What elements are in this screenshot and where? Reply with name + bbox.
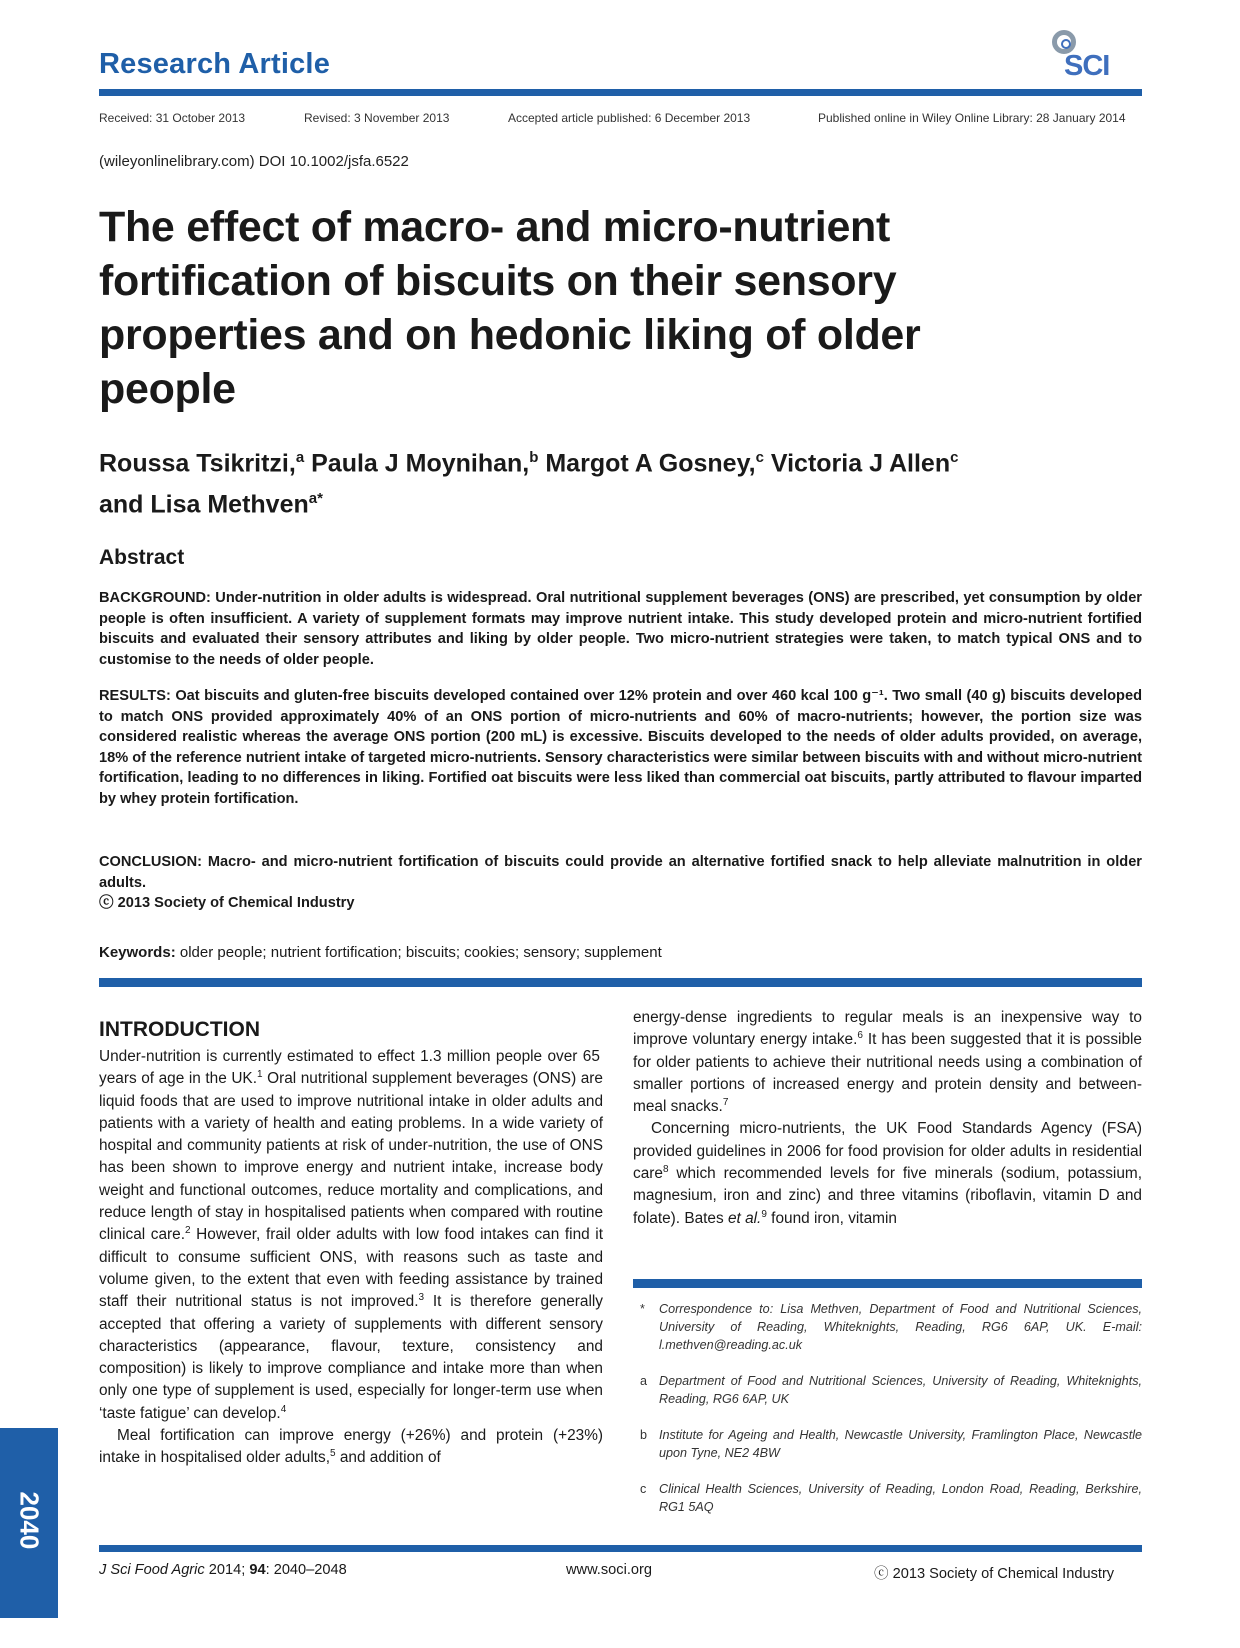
abstract-background: BACKGROUND: Under-nutrition in older adults is widespread. Oral nutritional supplement beverages (ONS) are prescribed, yet consumption by older people is often insufficient. A variety of supplement formats may improve nutrient intake. This study developed protein and micro-nutrient fortified biscuits and evaluated their sensory attributes and liking by older people. Two micro-nutrient strategies were taken, to match typical ONS and to customise to the needs of older people. [99, 590, 1142, 668]
author-name: and Lisa Methven [99, 490, 309, 519]
body-text: Oral nutritional supplement beverages (ONS) are liquid foods that are used to improve nutritional intake in older adults and patients with a variety of health and eating problems. In a wide variety of hospital and community patients at risk of under-nutrition, the use of ONS has been shown to improve energy and nutrient intake, increase body weight and functional outcomes, reduce mortality and complications, and reduce length of stay in hospitalised patients when compared with routine clinical care. [99, 1070, 603, 1244]
abstract-results: RESULTS: Oat biscuits and gluten-free biscuits developed contained over 12% protein and over 460 kcal 100 g⁻¹. Two small (40 g) biscuits developed to match ONS provided approximately 40% of an ONS portion of micro-nutrients and 60% of macro-nutrients; however, the portion size was considered realistic whereas the average ONS portion (200 mL) is excessive. Biscuits developed to the needs of older adults provided, on average, 18% of the reference nutrient intake of targeted micro-nutrients. Sensory characteristics were similar between biscuits with and without micro-nutrient fortification, leading to no differences in liking. Fortified oat biscuits were less liked than commercial oat biscuits, partly attributed to flavour imparted by whey protein fortification. [99, 688, 1142, 807]
footnote-marker: b [640, 1428, 648, 1442]
author-name: Victoria J Allen [770, 449, 951, 478]
body-text: However, frail older adults with low food intakes can find it difficult to consume sufficient ONS, with reasons such as taste and volume given, to the extent that even with feeding assistance by trained staff their nutritional status is not improved. [99, 1226, 603, 1311]
author-affiliation: c [950, 449, 959, 466]
keywords-line [99, 944, 662, 961]
footnote-affiliation-b [640, 1426, 1142, 1462]
header-rule [99, 89, 1142, 96]
keywords-label: Keywords: [99, 944, 176, 961]
revised-date: Revised: 3 November 2013 [304, 111, 450, 125]
footnote-marker: a [640, 1374, 648, 1388]
footnote-text: Correspondence to: Lisa Methven, Department of Food and Nutritional Sciences, University of Reading, Whiteknights, Reading, RG6 6AP, UK. E-mail: l.methven@reading.ac.uk [659, 1302, 1142, 1352]
footer-volume: 94 [249, 1562, 266, 1578]
footnote-affiliation-c [640, 1480, 1142, 1516]
accepted-date: Accepted article published: 6 December 2013 [508, 111, 751, 125]
reference-marker[interactable]: 2 [185, 1225, 191, 1237]
footnote-text: Clinical Health Sciences, University of Reading, London Road, Reading, Berkshire, RG1 5AQ [659, 1482, 1142, 1514]
reference-marker[interactable]: 7 [722, 1097, 729, 1109]
body-text: found iron, vitamin [766, 1209, 897, 1227]
body-paragraph [633, 1118, 1142, 1229]
author-affiliation: a [295, 449, 305, 466]
page-number: 2040 [14, 1491, 45, 1550]
author-name: Margot A Gosney, [545, 449, 756, 478]
page-number-tab [0, 1428, 58, 1618]
footnote-rule [633, 1279, 1142, 1288]
received-date: Received: 31 October 2013 [99, 111, 246, 125]
body-text: which recommended levels for five minerals (sodium, potassium, magnesium, iron and zinc) and three vitamins (riboflavin, vitamin D and folate). Bates [633, 1165, 1142, 1227]
body-paragraph [99, 1425, 603, 1470]
footnote-text: Department of Food and Nutritional Sciences, University of Reading, Whiteknights, Reading, RG6 6AP, UK [659, 1374, 1142, 1406]
body-text: Under-nutrition is currently estimated to effect 1.3 million people over 65 years of age in the UK. [99, 1048, 603, 1088]
abstract-conclusion-block [99, 852, 1142, 914]
body-text: energy-dense ingredients to regular meals is an inexpensive way to improve voluntary energy intake. [633, 1009, 1142, 1049]
footer-website[interactable]: www.soci.org [566, 1562, 652, 1578]
author-name: Paula J Moynihan, [311, 449, 530, 478]
footer-journal: J Sci Food Agric [99, 1562, 205, 1578]
body-text: It has been suggested that it is possible for older patients to achieve their nutritional needs using a combination of smaller portions of increased energy and protein density and between-meal snacks. [633, 1031, 1142, 1116]
footnote-text: Institute for Ageing and Health, Newcastle University, Framlington Place, Newcastle upon Tyne, NE2 4BW [659, 1428, 1142, 1460]
doi-line[interactable]: (wileyonlinelibrary.com) DOI 10.1002/jsfa.6522 [99, 153, 409, 170]
abstract-heading: Abstract [99, 546, 185, 569]
footnote-correspondence [640, 1300, 1142, 1354]
footer-year: 2014; [204, 1562, 250, 1578]
reference-marker[interactable]: 8 [662, 1163, 669, 1175]
abstract-copyright: ⓒ 2013 Society of Chemical Industry [99, 895, 355, 911]
reference-marker[interactable]: 3 [418, 1292, 425, 1304]
footer-citation [99, 1562, 347, 1578]
author-name: Roussa Tsikritzi, [99, 449, 296, 478]
body-text: Concerning micro-nutrients, the UK Food Standards Agency (FSA) provided guidelines in 2006 for food provision for older adults in residential care [633, 1120, 1142, 1183]
footnote-marker: * [640, 1302, 645, 1316]
body-text: It is therefore generally accepted that offering a variety of supplements with different sensory characteristics (appearance, flavour, texture, consistency and composition) is likely to improve compliance and intake more than when only one type of supplement is used, especially for longer-term use when ‘taste fatigue’ can develop. [99, 1293, 604, 1422]
published-date: Published online in Wiley Online Library: 28 January 2014 [818, 111, 1126, 125]
body-text: Meal fortification can improve energy (+26%) and protein (+23%) intake in hospitalised older adults, [99, 1427, 603, 1467]
reference-marker[interactable]: 5 [330, 1448, 336, 1460]
keywords-list: older people; nutrient fortification; biscuits; cookies; sensory; supplement [179, 944, 662, 961]
reference-marker[interactable]: 1 [256, 1069, 263, 1081]
sci-logo [1052, 28, 1142, 84]
author-list [99, 440, 1119, 523]
body-column-left [99, 1046, 603, 1470]
reference-marker[interactable]: 6 [857, 1030, 863, 1042]
footnote-affiliation-a [640, 1372, 1142, 1408]
introduction-heading: INTRODUCTION [99, 1018, 260, 1041]
footer-copyright: ⓒ 2013 Society of Chemical Industry [874, 1566, 1115, 1582]
footer-pages: : 2040–2048 [265, 1562, 347, 1578]
body-text-italic: et al. [727, 1209, 762, 1227]
reference-marker[interactable]: 9 [761, 1208, 767, 1220]
body-paragraph [633, 1007, 1142, 1118]
body-paragraph [99, 1046, 603, 1425]
footnote-marker: c [640, 1482, 647, 1496]
author-affiliation: c [755, 449, 764, 466]
section-label: Research Article [99, 48, 331, 80]
article-title: The effect of macro- and micro-nutrient fortification of biscuits on their sensory properties and on hedonic liking of older people [99, 203, 921, 413]
abstract-conclusion: CONCLUSION: Macro- and micro-nutrient fortification of biscuits could provide an alternative fortified snack to help alleviate malnutrition in older adults. [99, 854, 1142, 891]
author-affiliation: a* [308, 490, 323, 508]
body-text: and addition of [335, 1449, 441, 1467]
logo-text: SCI [1064, 50, 1110, 82]
abstract-rule [99, 978, 1142, 987]
body-column-right [633, 1007, 1142, 1230]
reference-marker[interactable]: 4 [280, 1403, 287, 1415]
footer-rule [99, 1545, 1142, 1552]
author-affiliation: b [529, 449, 539, 466]
